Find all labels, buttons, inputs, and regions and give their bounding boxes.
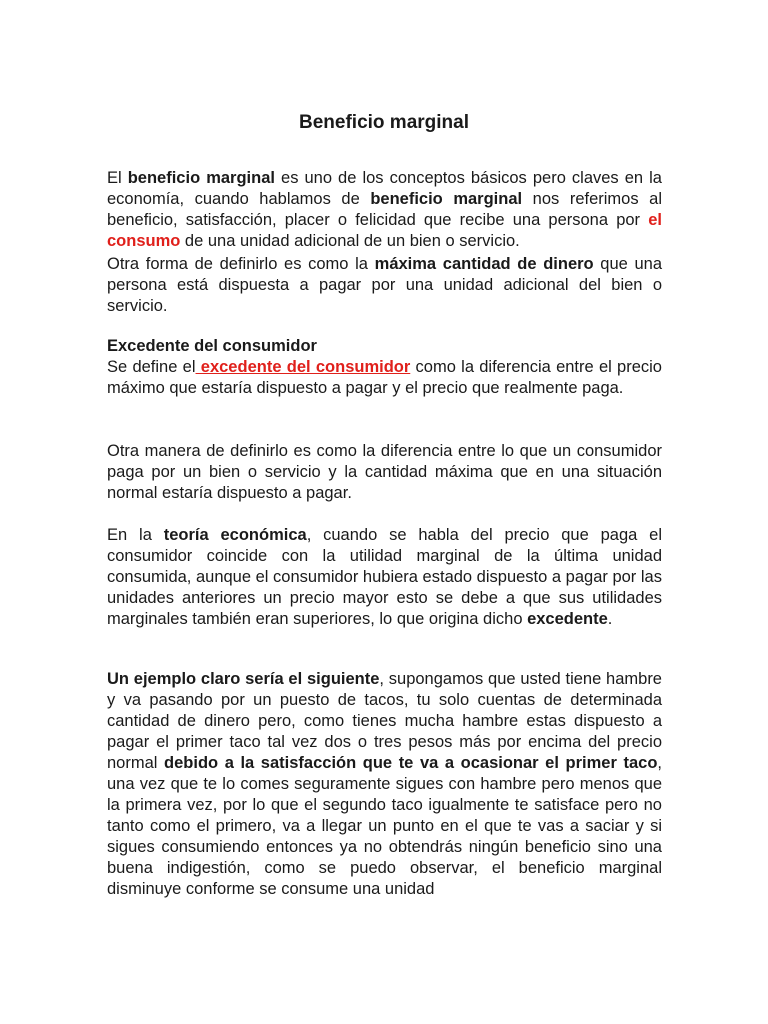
bold-term: debido a la satisfacción que te va a ocasionar el primer taco	[164, 754, 658, 772]
paragraph-ejemplo	[107, 669, 662, 900]
text-run: es uno de los conceptos básicos pero claves en la economía, cuando hablamos de	[107, 169, 662, 208]
text-run: , una vez que te lo comes seguramente sigues con hambre pero menos que la primera vez, por lo que el segundo taco igualmente te satisface pero no tanto como el primero, va a llegar un punto en el que te vas a saciar y si sigues consumiendo entonces ya no obtendrás ningún beneficio sino una buena indigestión, como se puedo observar, el beneficio marginal disminuye conforme se consume una unidad	[107, 754, 662, 898]
bold-term: excedente	[527, 610, 608, 628]
paragraph-teoria	[107, 525, 662, 630]
text-run: Otra forma de definirlo es como la	[107, 255, 375, 273]
text-run: nos referimos al beneficio, satisfacción, placer o felicidad que recibe una persona por	[107, 190, 662, 229]
text-run: que una persona está dispuesta a pagar por una unidad adicional del bien o servicio.	[107, 255, 663, 315]
text-run: Se define el	[107, 358, 196, 376]
text-run: , supongamos que usted tiene hambre y va pasando por un puesto de tacos, tu solo cuentas de determinada cantidad de dinero pero, como tienes mucha hambre estas dispuesto a pagar el primer taco tal vez dos o tres pesos más por encima del precio normal	[107, 670, 662, 772]
paragraph-excedente	[107, 357, 662, 399]
text-run: , cuando se habla del precio que paga el consumidor coincide con la utilidad marginal de la última unidad consumida, aunque el consumidor hubiera estado dispuesto a pagar por las unidades anteriores un precio mayor esto se debe a que sus utilidades marginales también eran superiores, lo que origina dicho	[107, 526, 662, 628]
paragraph-definition	[107, 168, 662, 252]
bold-term: beneficio marginal	[127, 169, 275, 187]
text-run: El	[107, 169, 128, 187]
document-title: Beneficio marginal	[299, 112, 469, 133]
paragraph-otra-manera: Otra manera de definirlo es como la diferencia entre lo que un consumidor paga por un bien o servicio y la cantidad máxima que en una situación normal estaría dispuesto a pagar.	[107, 442, 662, 502]
text-run: de una unidad adicional de un bien o servicio.	[180, 232, 520, 250]
bold-term: máxima cantidad de dinero	[374, 255, 594, 273]
red-highlight-term: el consumo	[107, 211, 662, 250]
bold-term: teoría económica	[163, 526, 307, 544]
text-run: En la	[107, 526, 164, 544]
bold-term: beneficio marginal	[370, 190, 523, 208]
red-link-term[interactable]: excedente del consumidor	[195, 358, 411, 376]
paragraph-alt-definition	[107, 254, 662, 317]
text-run: .	[607, 610, 613, 628]
section-heading-excedente: Excedente del consumidor	[107, 337, 317, 355]
bold-term: Un ejemplo claro sería el siguiente	[107, 670, 380, 688]
text-run: como la diferencia entre el precio máximo que estaría dispuesto a pagar y el precio que realmente paga.	[107, 358, 662, 397]
